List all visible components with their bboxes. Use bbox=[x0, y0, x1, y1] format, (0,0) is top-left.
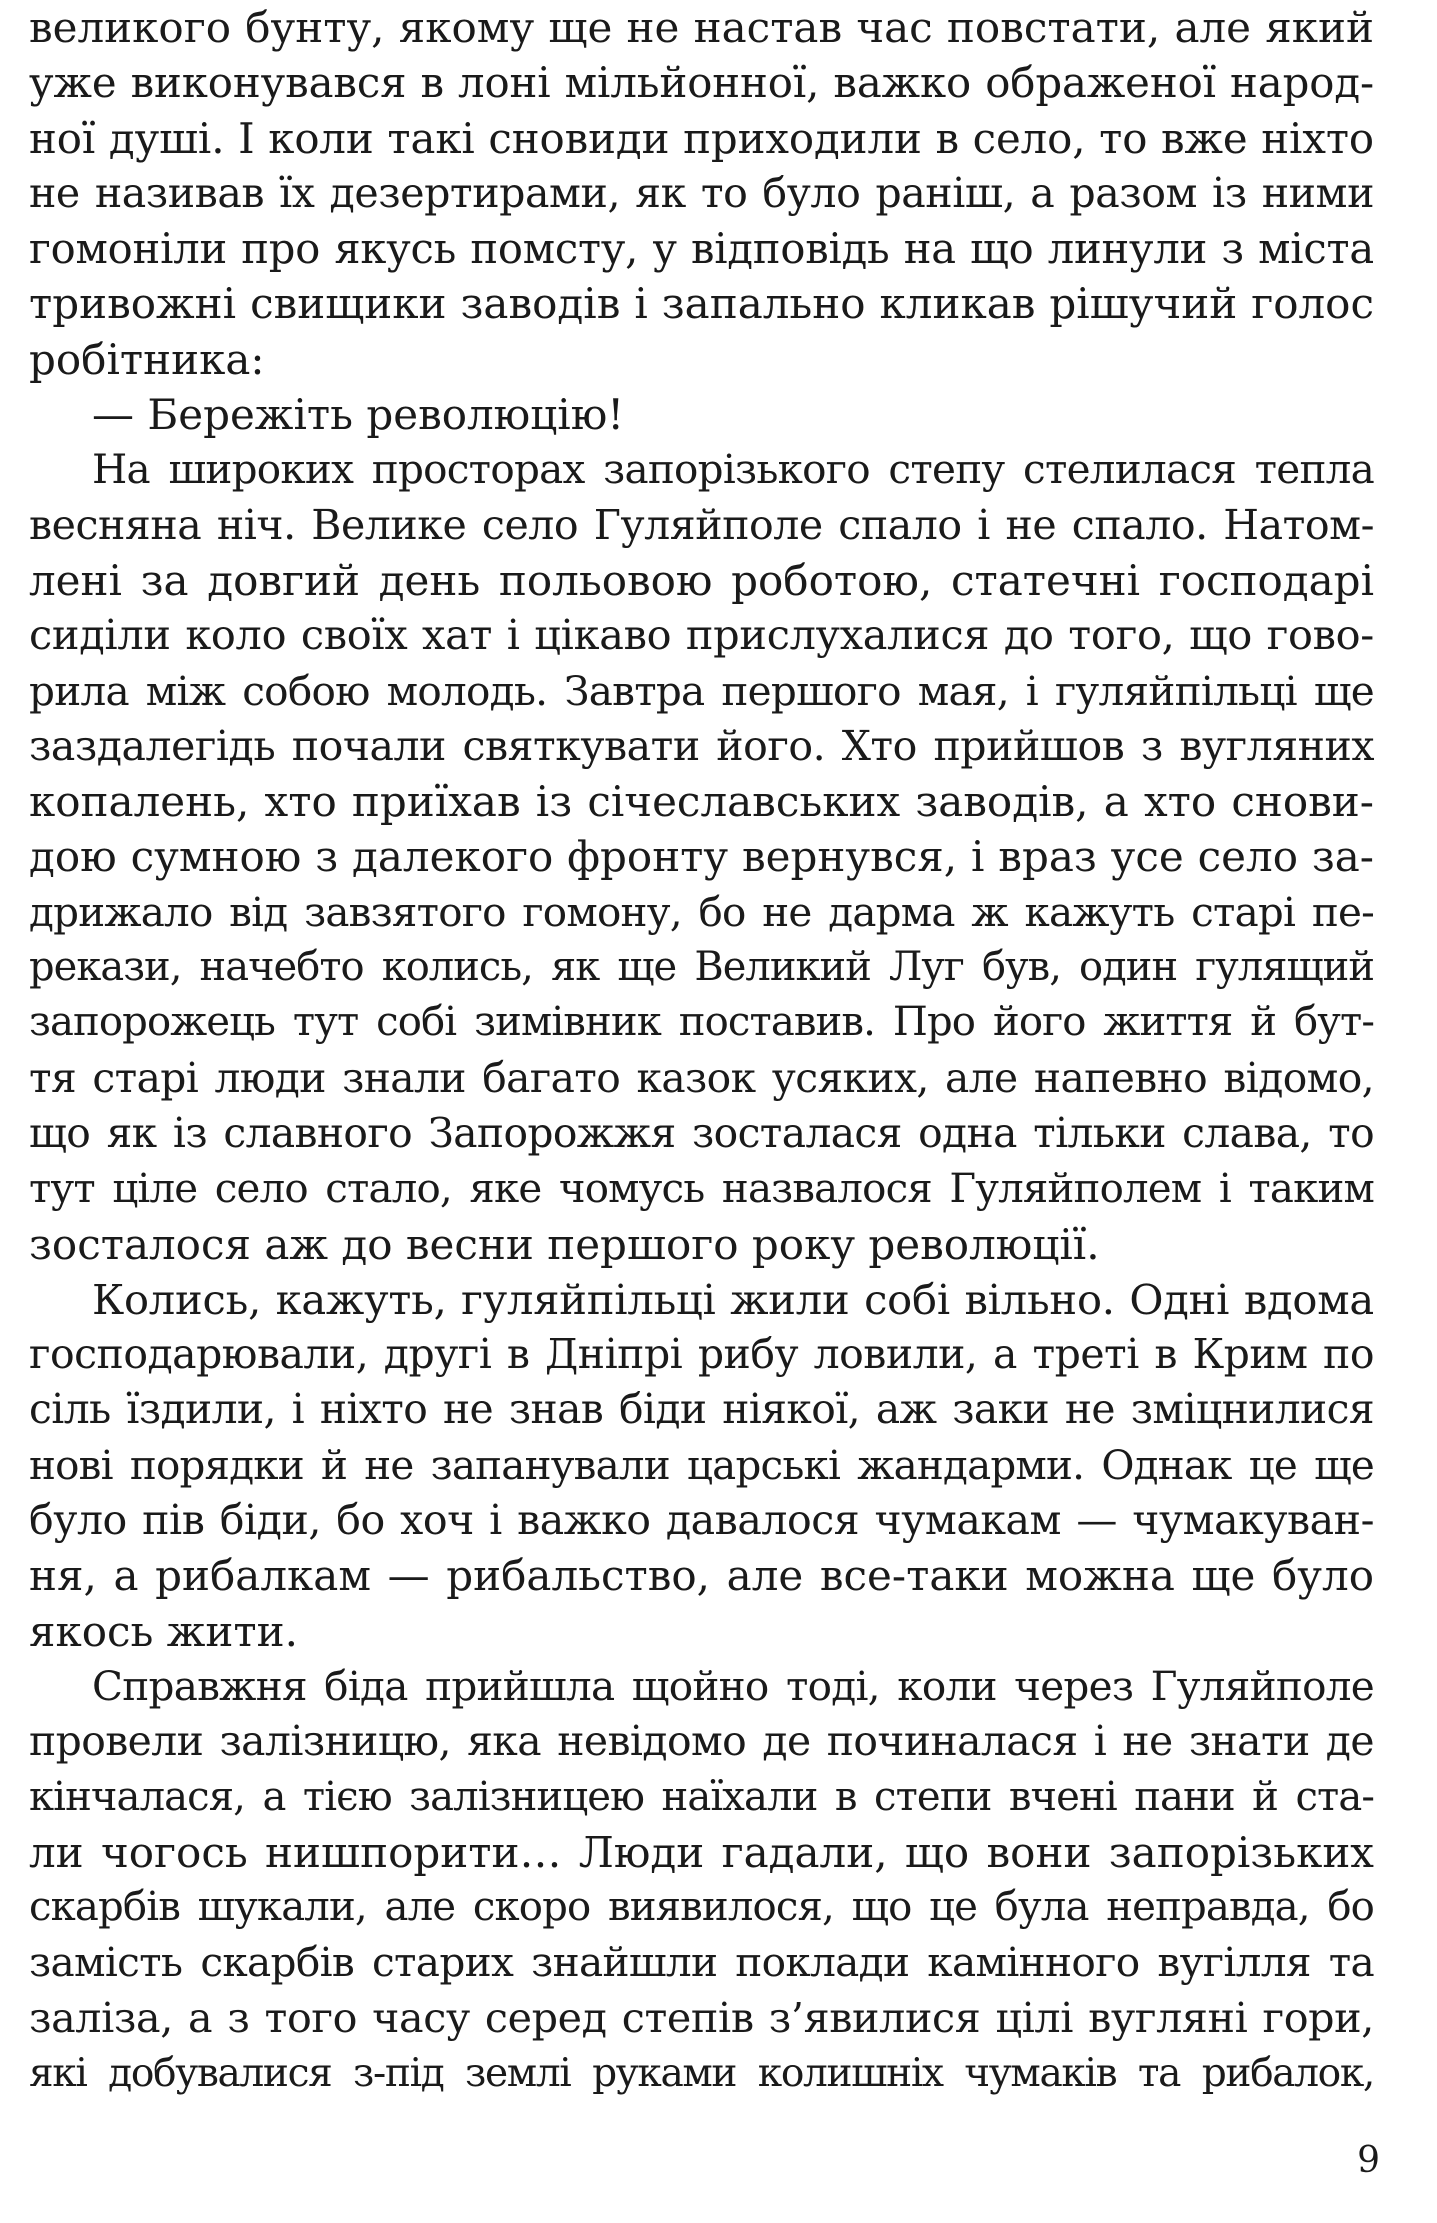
text-line: тя старі люди знали багато казок усяких, але напевно відомо, bbox=[29, 1053, 1374, 1102]
text-line: великого бунту, якому ще не настав час повстати, але який bbox=[29, 3, 1374, 52]
text-line: скарбів шукали, але скоро виявилося, що це була неправда, бо bbox=[29, 1884, 1374, 1931]
text-line: якось жити. bbox=[29, 1606, 298, 1656]
text-line: заліза, а з того часу серед степів з’явилися цілі вугляні гори, bbox=[29, 1993, 1374, 2042]
paragraph bbox=[29, 0, 1374, 387]
text-line: запорожець тут собі зимівник поставив. Про його життя й бут- bbox=[29, 999, 1374, 1046]
paragraph bbox=[29, 387, 1374, 442]
text-line: замість скарбів старих знайшли поклади камінного вугілля та bbox=[29, 1938, 1374, 1987]
text-line: уже виконувався в лоні мільйонної, важко ображеної народ- bbox=[29, 58, 1374, 108]
text-line: ної душі. І коли такі сновиди приходили в село, то вже ніхто bbox=[29, 113, 1374, 163]
text-line: копалень, хто приїхав із січеславських заводів, а хто снови- bbox=[29, 777, 1374, 827]
text-line: тут ціле село стало, яке чомусь назвалося Гуляйполем і таким bbox=[29, 1165, 1374, 1213]
text-line: робітника: bbox=[29, 334, 265, 384]
text-line: гомоніли про якусь помсту, у відповідь на що линули з міста bbox=[29, 224, 1374, 274]
text-line: весняна ніч. Велике село Гуляйполе спало і не спало. Натом- bbox=[29, 500, 1374, 549]
page-number: 9 bbox=[1357, 2140, 1380, 2181]
text-line: ня, а рибалкам — рибальство, але все-таки можна ще було bbox=[29, 1551, 1374, 1601]
text-line: сіль їздили, і ніхто не знав біди ніякої, аж заки не зміцнилися bbox=[29, 1385, 1374, 1434]
paragraph bbox=[29, 442, 1374, 1271]
text-line: На широких просторах запорізького степу стелилася тепла bbox=[92, 445, 1374, 494]
text-line: було пів біди, бо хоч і важко давалося чумакам — чумакуван- bbox=[29, 1496, 1374, 1545]
text-line: Колись, кажуть, гуляйпільці жили собі вільно. Одні вдома bbox=[92, 1274, 1374, 1324]
book-page-text bbox=[29, 0, 1374, 2101]
text-line: дрижало від завзятого гомону, бо не дарма ж кажуть старі пе- bbox=[29, 887, 1374, 936]
paragraph bbox=[29, 1272, 1374, 1659]
text-line: заздалегідь почали святкувати його. Хто прийшов з вугляних bbox=[29, 721, 1374, 770]
text-line: господарювали, другі в Дніпрі рибу ловили, а треті в Крим по bbox=[29, 1330, 1374, 1379]
text-line: ли чогось нишпорити… Люди гадали, що вони запорізьких bbox=[29, 1827, 1374, 1877]
text-line: дою сумною з далекого фронту вернувся, і враз усе село за- bbox=[29, 832, 1374, 882]
text-line: зосталося аж до весни першого року революції. bbox=[29, 1219, 1100, 1269]
text-line: рила між собою молодь. Завтра першого мая, і гуляйпільці ще bbox=[29, 666, 1374, 715]
text-line: що як із славного Запорожжя зосталася одна тільки слава, то bbox=[29, 1108, 1374, 1157]
text-line: сиділи коло своїх хат і цікаво прислухалися до того, що гово- bbox=[29, 611, 1374, 660]
paragraph bbox=[29, 1659, 1374, 2101]
text-line: які добувалися з-під землі руками колишніх чумаків та рибалок, bbox=[29, 2050, 1374, 2096]
text-line: нові порядки й не запанували царські жандарми. Однак це ще bbox=[29, 1441, 1374, 1489]
text-line: не називав їх дезертирами, як то було раніш, а разом із ними bbox=[29, 168, 1374, 217]
text-line: провели залізницю, яка невідомо де починалася і не знати де bbox=[29, 1717, 1374, 1766]
text-line: Справжня біда прийшла щойно тоді, коли через Гуляйполе bbox=[92, 1661, 1374, 1710]
text-line: лені за довгий день польовою роботою, статечні господарі bbox=[29, 555, 1374, 605]
text-line: рекази, начебто колись, як ще Великий Луг був, один гулящий bbox=[29, 944, 1374, 991]
text-line: кінчалася, а тією залізницею наїхали в степи вчені пани й ста- bbox=[29, 1773, 1374, 1820]
text-line: тривожні свищики заводів і запально кликав рішучий голос bbox=[29, 279, 1374, 329]
text-line: — Бережіть революцію! bbox=[92, 390, 625, 440]
